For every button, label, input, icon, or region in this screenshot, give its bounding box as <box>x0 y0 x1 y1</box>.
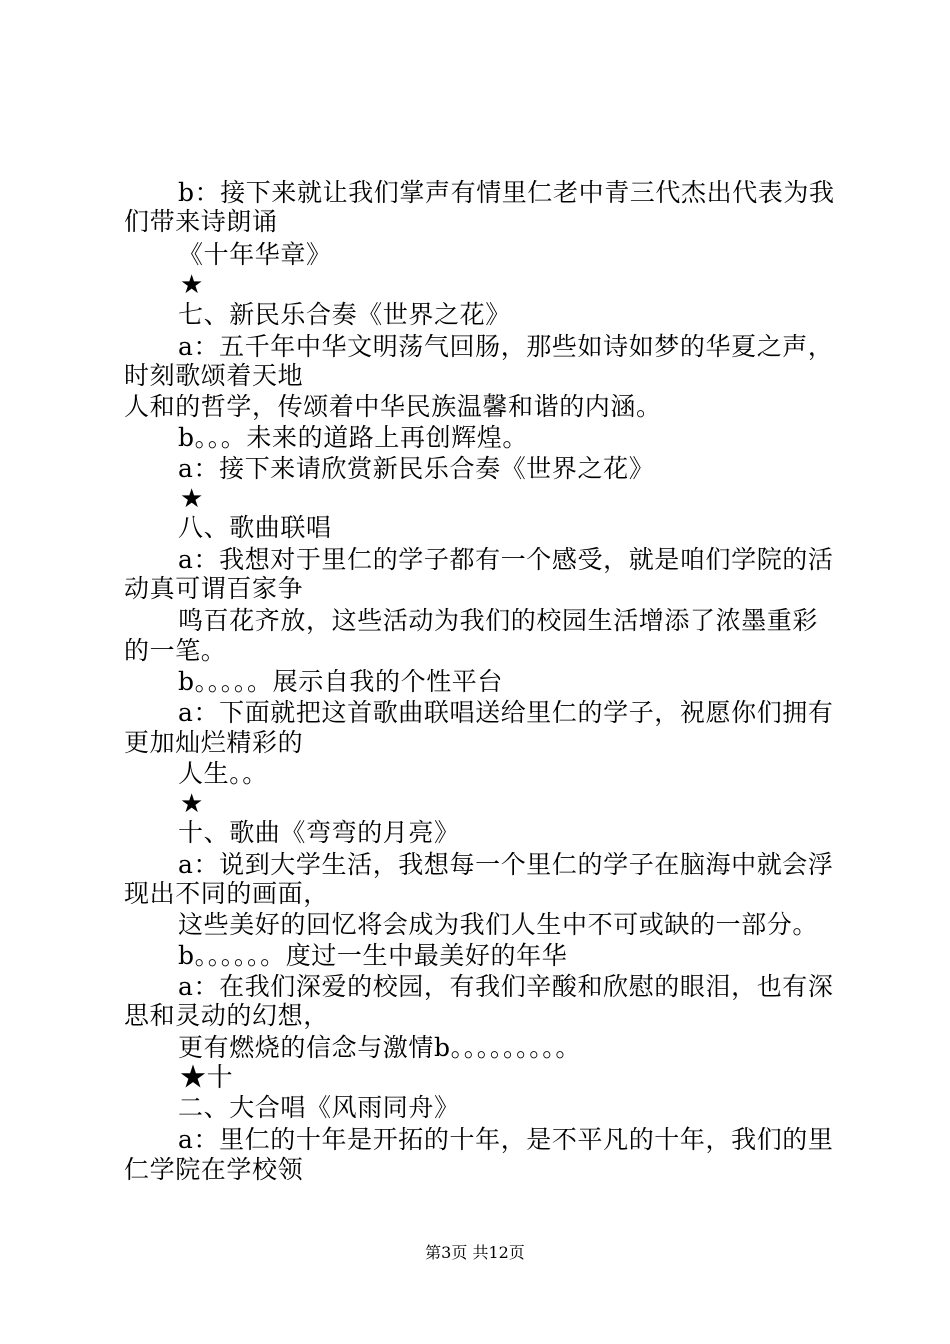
text-line: a：里仁的十年是开拓的十年，是不平凡的十年，我们的里 <box>178 1125 834 1154</box>
star-marker: ★ <box>180 789 204 819</box>
text-line: a：在我们深爱的校园，有我们辛酸和欣慰的眼泪，也有深 <box>178 972 834 1001</box>
text-line: b。。。。。展示自我的个性平台 <box>178 667 504 696</box>
text-line: 更加灿烂精彩的 <box>124 728 304 757</box>
text-line: 鸣百花齐放，这些活动为我们的校园生活增添了浓墨重彩 <box>178 606 819 635</box>
section-heading: 八、歌曲联唱 <box>178 513 332 542</box>
text-line: 这些美好的回忆将会成为我们人生中不可或缺的一部分。 <box>178 910 819 939</box>
text-line: 《十年华章》 <box>178 240 332 269</box>
text-line: 人生。。 <box>178 759 268 788</box>
star-marker: ★ <box>180 484 204 514</box>
page-number-footer: 第3页 共12页 <box>425 1243 525 1262</box>
text-line: 现出不同的画面， <box>124 879 329 908</box>
text-line: a：说到大学生活，我想每一个里仁的学子在脑海中就会浮 <box>178 850 834 879</box>
text-line: 更有燃烧的信念与激情b。。。。。。。。。 <box>178 1033 582 1062</box>
text-line: 的一笔。 <box>124 636 227 665</box>
text-line: 动真可谓百家争 <box>124 574 304 603</box>
text-line: b：接下来就让我们掌声有情里仁老中青三代杰出代表为我 <box>178 178 835 207</box>
text-line: a：我想对于里仁的学子都有一个感受，就是咱们学院的活 <box>178 545 834 574</box>
section-heading: 二、大合唱《风雨同舟》 <box>178 1093 460 1122</box>
text-line: 们带来诗朗诵 <box>124 207 278 236</box>
star-marker: ★十 <box>180 1063 234 1093</box>
section-heading: 七、新民乐合奏《世界之花》 <box>178 300 511 329</box>
section-heading: 十、歌曲《弯弯的月亮》 <box>178 818 460 847</box>
text-line: a：下面就把这首歌曲联唱送给里仁的学子，祝愿你们拥有 <box>178 698 834 727</box>
text-line: a：接下来请欣赏新民乐合奏《世界之花》 <box>178 454 655 483</box>
text-line: 人和的哲学，传颂着中华民族温馨和谐的内涵。 <box>124 392 662 421</box>
text-line: 思和灵动的幻想， <box>124 1001 329 1030</box>
text-line: 仁学院在学校领 <box>124 1155 304 1184</box>
text-line: a：五千年中华文明荡气回肠，那些如诗如梦的华夏之声， <box>178 332 834 361</box>
text-line: 时刻歌颂着天地 <box>124 361 304 390</box>
text-line: b。。。未来的道路上再创辉煌。 <box>178 423 529 452</box>
star-marker: ★ <box>180 270 204 300</box>
text-line: b。。。。。。度过一生中最美好的年华 <box>178 941 568 970</box>
